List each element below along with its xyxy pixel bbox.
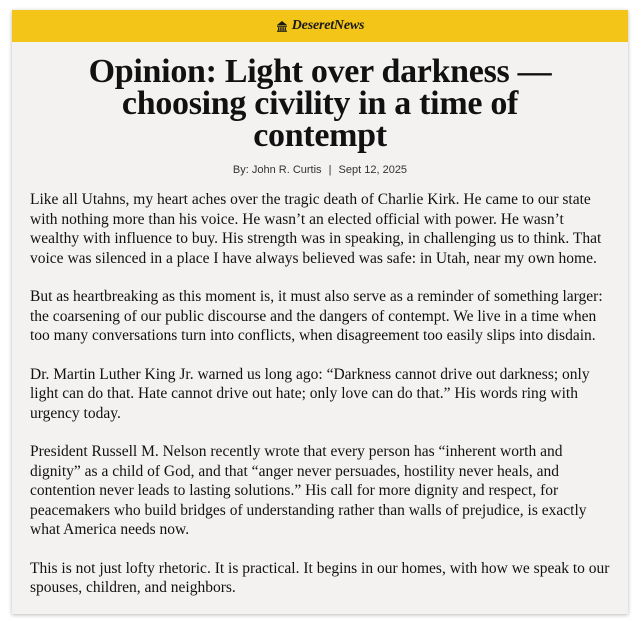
masthead-banner bbox=[12, 10, 628, 42]
article-paragraph: President Russell M. Nelson recently wrote that every person has “inherent worth and dignity” as a child of God, and that “anger never persuades, hostility never heals, and contention never leads to lasting solutions.” His call for more dignity and respect, for peacemakers who build bridges of understanding rather than walls of prejudice, is exactly what America needs now. bbox=[30, 443, 587, 538]
deseret-news-logo-icon bbox=[276, 21, 288, 32]
byline-separator: | bbox=[328, 164, 332, 176]
byline bbox=[12, 164, 628, 176]
byline-date: Sept 12, 2025 bbox=[338, 164, 408, 176]
brand-name[interactable]: DeseretNews bbox=[291, 18, 365, 33]
article-card bbox=[12, 10, 628, 614]
article-paragraph: But as heartbreaking as this moment is, it must also serve as a reminder of something larger: the coarsening of our public discourse and the dangers of contempt. We live in a time when too many conversations turn into conflicts, when disagreement too easily slips into disdain. bbox=[30, 288, 603, 344]
article-paragraph: Dr. Martin Luther King Jr. warned us long ago: “Darkness cannot drive out darkness; only light can do that. Hate cannot drive out hate; only love can do that.” His words ring with urgency today. bbox=[30, 365, 590, 422]
article-headline: Opinion: Light over darkness — choosing civility in a time of contempt bbox=[88, 53, 552, 154]
article-paragraph: This is not just lofty rhetoric. It is practical. It begins in our homes, with how we speak to our spouses, children, and neighbors. bbox=[30, 559, 610, 596]
article-paragraph: Like all Utahns, my heart aches over the tragic death of Charlie Kirk. He came to our state with nothing more than his voice. He wasn’t an elected official with power. He wasn’t wealthy with influence to buy. His strength was in speaking, in challenging us to think. That voice was silenced in a place I have always believed was safe: in Utah, near my own home. bbox=[30, 191, 602, 267]
article-body bbox=[30, 190, 610, 598]
byline-author: By: John R. Curtis bbox=[232, 164, 322, 176]
